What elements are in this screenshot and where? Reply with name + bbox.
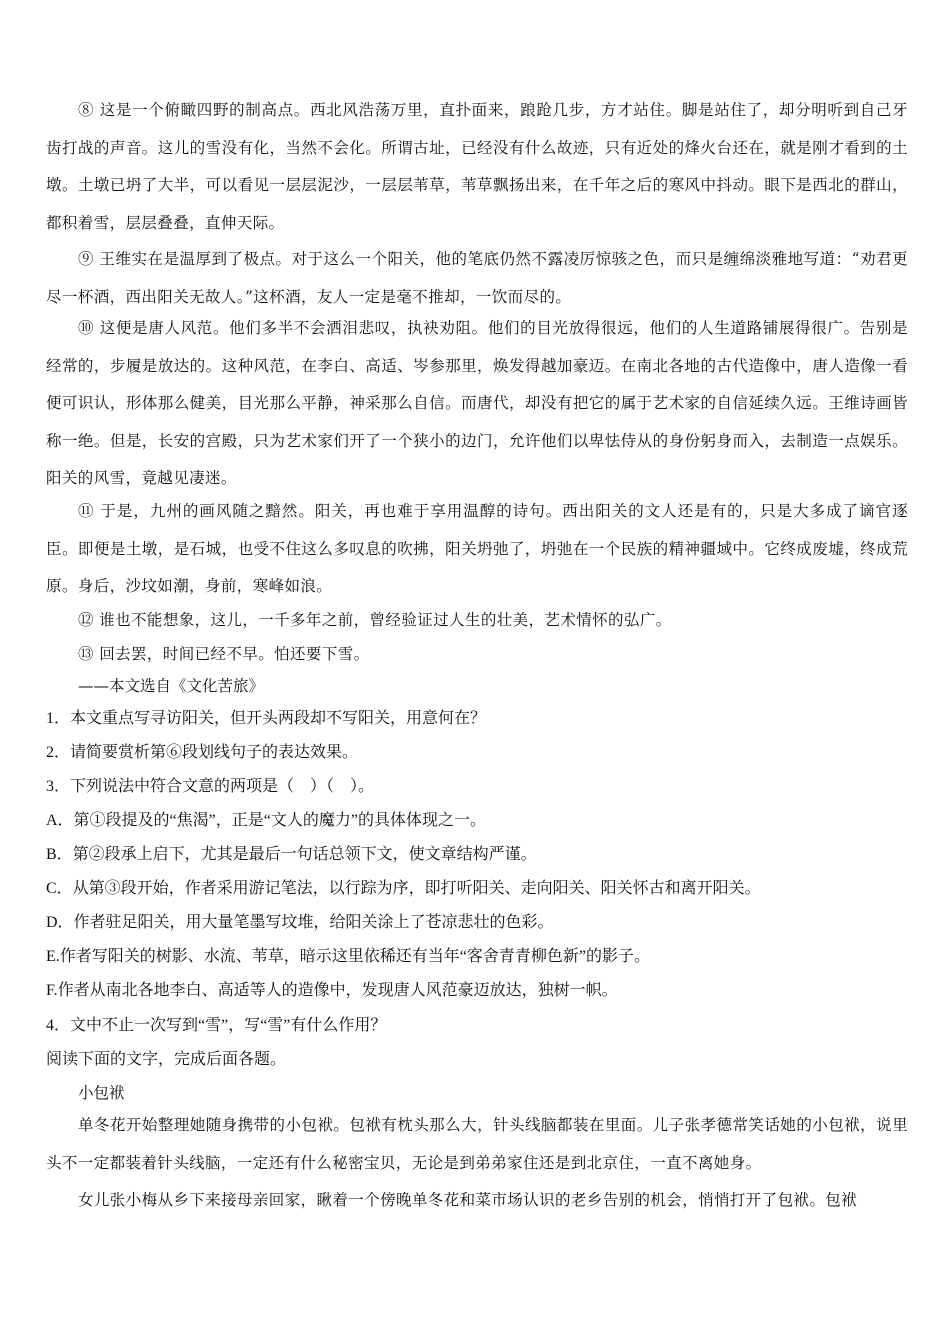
story-paragraph-2: 女儿张小梅从乡下来接母亲回家，瞅着一个傍晚单冬花和菜市场认识的老乡告别的机会，悄悄打开了包袱。包袱	[78, 1191, 858, 1209]
option-d: D．作者驻足阳关，用大量笔墨写坟堆，给阳关涂上了苍凉悲壮的色彩。	[46, 914, 554, 931]
paragraph-13: ⑬ 回去罢，时间已经不早。怕还要下雪。	[78, 645, 370, 663]
option-c: C．从第③段开始，作者采用游记笔法，以行踪为序，即打听阳关、走向阳关、阳关怀古和离开阳关。	[46, 880, 761, 897]
paragraph-12: ⑫ 谁也不能想象，这儿，一千多年之前，曾经验证过人生的壮美，艺术情怀的弘广。	[78, 611, 672, 629]
question-1: 1．本文重点写寻访阳关，但开头两段却不写阳关，用意何在？	[46, 710, 487, 727]
paragraph-8: ⑧ 这是一个俯瞰四野的制高点。西北风浩荡万里，直扑面来，踉跄几步，方才站住。脚是站住了，却分明听到自己牙齿打战的声音。这儿的雪没有化，当然不会化。所谓古址，已经没有什么故迹，只有近处的烽火台还在，就是刚才看到的土墩。土墩已坍了大半，可以看见一层层泥沙，一层层苇草，苇草飘扬出来，在千年之后的寒风中抖动。眼下是西北的群山，都积着雪，层层叠叠，直伸天际。	[46, 101, 908, 232]
article-source: ——本文选自《文化苦旅》	[78, 677, 265, 695]
question-3: 3．下列说法中符合文意的两项是（ ）（ ）。	[46, 778, 375, 795]
story-paragraph-1: 单冬花开始整理她随身携带的小包袱。包袱有枕头那么大，针头线脑都装在里面。儿子张孝德常笑话她的小包袱，说里头不一定都装着针头线脑，一定还有什么秘密宝贝，无论是到弟弟家住还是到北京住，一直不离她身。	[46, 1116, 908, 1172]
option-b: B．第②段承上启下，尤其是最后一句话总领下文，使文章结构严谨。	[46, 846, 537, 863]
story-title: 小包袱	[78, 1084, 125, 1102]
paragraph-9: ⑨ 王维实在是温厚到了极点。对于这么一个阳关，他的笔底仍然不露凌厉惊骇之色，而只是缠绵淡雅地写道：“劝君更尽一杯酒，西出阳关无故人。”这杯酒，友人一定是毫不推却，一饮而尽的。	[46, 250, 908, 306]
option-f: F.作者从南北各地李白、高适等人的造像中，发现唐人风范豪迈放达，独树一帜。	[46, 982, 618, 999]
question-2: 2．请简要赏析第⑥段划线句子的表达效果。	[46, 744, 359, 761]
option-e: E.作者写阳关的树影、水流、苇草，暗示这里依稀还有当年“客舍青青柳色新”的影子。	[46, 948, 650, 965]
paragraph-11: ⑪ 于是，九州的画风随之黯然。阳关，再也难于享用温醇的诗句。西出阳关的文人还是有的，只是大多成了谪官逐臣。即便是土墩，是石城，也受不住这么多叹息的吹拂，阳关坍弛了，坍弛在一个民族的精神疆域中。它终成废墟，终成荒原。身后，沙坟如潮，身前，寒峰如浪。	[46, 502, 908, 595]
reading-intro: 阅读下面的文字，完成后面各题。	[46, 1051, 287, 1068]
paragraph-10: ⑩ 这便是唐人风范。他们多半不会洒泪悲叹，执袂劝阻。他们的目光放得很远，他们的人生道路铺展得很广。告别是经常的，步履是放达的。这种风范，在李白、高适、岑参那里，焕发得越加豪迈。在南北各地的古代造像中，唐人造像一看便可识认，形体那么健美，目光那么平静，神采那么自信。而唐代，却没有把它的属于艺术家的自信延续久远。王维诗画皆称一绝。但是，长安的宫殿，只为艺术家们开了一个狭小的边门，允许他们以卑怯侍从的身份躬身而入，去制造一点娱乐。阳关的风雪，竟越见凄迷。	[46, 319, 908, 487]
question-4: 4．文中不止一次写到“雪”，写“雪”有什么作用？	[46, 1017, 387, 1034]
option-a: A．第①段提及的“焦渴”，正是“文人的魔力”的具体体现之一。	[46, 812, 486, 829]
